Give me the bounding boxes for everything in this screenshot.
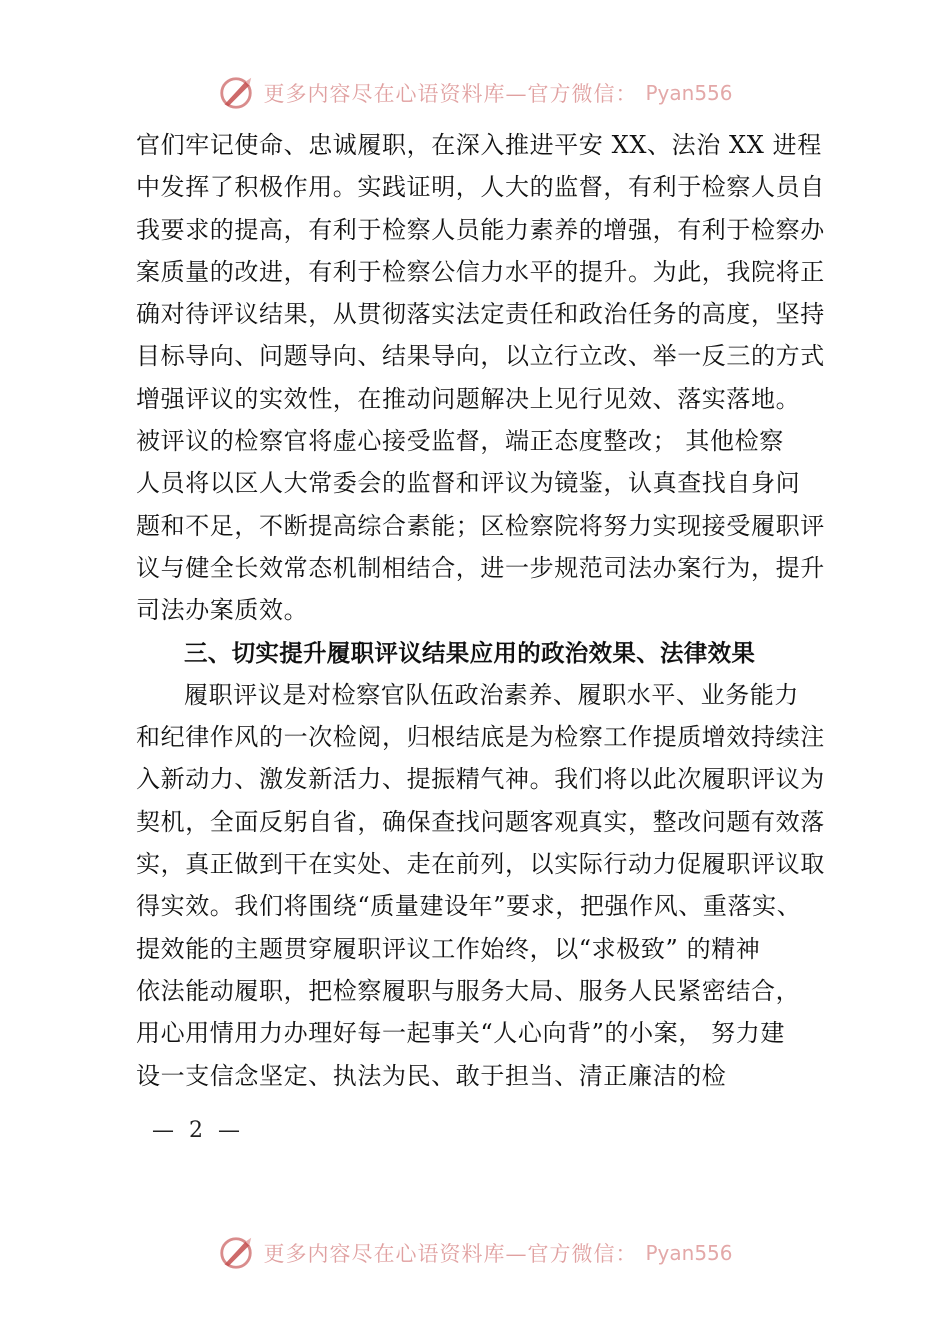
text-line: 提效能的主题贯穿履职评议工作始终，以“求极致” 的精神: [136, 934, 761, 963]
text-line: 得实效。我们将围绕“质量建设年”要求，把强作风、重落实、: [136, 892, 802, 921]
text-line: 人员将以区人大常委会的监督和评议为镜鉴，认真查找自身问: [136, 469, 801, 498]
text-line: 目标导向、问题导向、结果导向，以立行立改、举一反三的方式: [136, 342, 825, 371]
text-line: 被评议的检察官将虚心接受监督，端正态度整改； 其他检察: [136, 427, 784, 456]
quill-logo-icon: [217, 1234, 255, 1272]
text-line: 官们牢记使命、忠诚履职，在深入推进平安 XX、法治 XX 进程: [136, 131, 822, 159]
section-heading: 三、切实提升履职评议结果应用的政治效果、法律效果: [184, 638, 756, 667]
text-line: 司法办案质效。: [136, 596, 309, 625]
watermark-text: 更多内容尽在心语资料库—官方微信：: [263, 82, 638, 106]
text-line: 设一支信念坚定、执法为民、敢于担当、清正廉洁的检: [136, 1061, 727, 1090]
watermark-handle: Pyan556: [645, 81, 733, 105]
text-line: 入新动力、激发新活力、提振精气神。我们将以此次履职评议为: [136, 765, 825, 794]
text-line: 我要求的提高，有利于检察人员能力素养的增强，有利于检察办: [136, 215, 825, 244]
watermark-handle: Pyan556: [645, 1241, 733, 1265]
page-number: — 2 —: [152, 1118, 244, 1143]
text-line: 议与健全长效常态机制相结合，进一步规范司法办案行为，提升: [136, 553, 825, 582]
watermark-banner-top: [0, 68, 950, 118]
document-body: [136, 124, 826, 1097]
text-line: 履职评议是对检察官队伍政治素养、履职水平、业务能力: [184, 680, 799, 709]
text-line: 案质量的改进，有利于检察公信力水平的提升。为此，我院将正: [136, 257, 825, 286]
watermark-banner-bottom: [0, 1228, 950, 1278]
text-line: 题和不足，不断提高综合素能；区检察院将努力实现接受履职评: [136, 511, 825, 540]
text-line: 中发挥了积极作用。实践证明，人大的监督，有利于检察人员自: [136, 173, 825, 202]
text-line: 和纪律作风的一次检阅，归根结底是为检察工作提质增效持续注: [136, 723, 825, 752]
text-line: 增强评议的实效性，在推动问题解决上见行见效、落实落地。: [136, 384, 801, 413]
text-line: 实，真正做到干在实处、走在前列，以实际行动力促履职评议取: [136, 850, 825, 879]
quill-logo-icon: [217, 74, 255, 112]
watermark-text: 更多内容尽在心语资料库—官方微信：: [263, 1242, 638, 1266]
text-line: 依法能动履职，把检察履职与服务大局、服务人民紧密结合，: [136, 976, 801, 1005]
text-line: 契机，全面反躬自省，确保查找问题客观真实，整改问题有效落: [136, 807, 825, 836]
text-line: 确对待评议结果，从贯彻落实法定责任和政治任务的高度，坚持: [136, 300, 825, 329]
text-line: 用心用情用力办理好每一起事关“人心向背”的小案， 努力建: [136, 1019, 785, 1048]
